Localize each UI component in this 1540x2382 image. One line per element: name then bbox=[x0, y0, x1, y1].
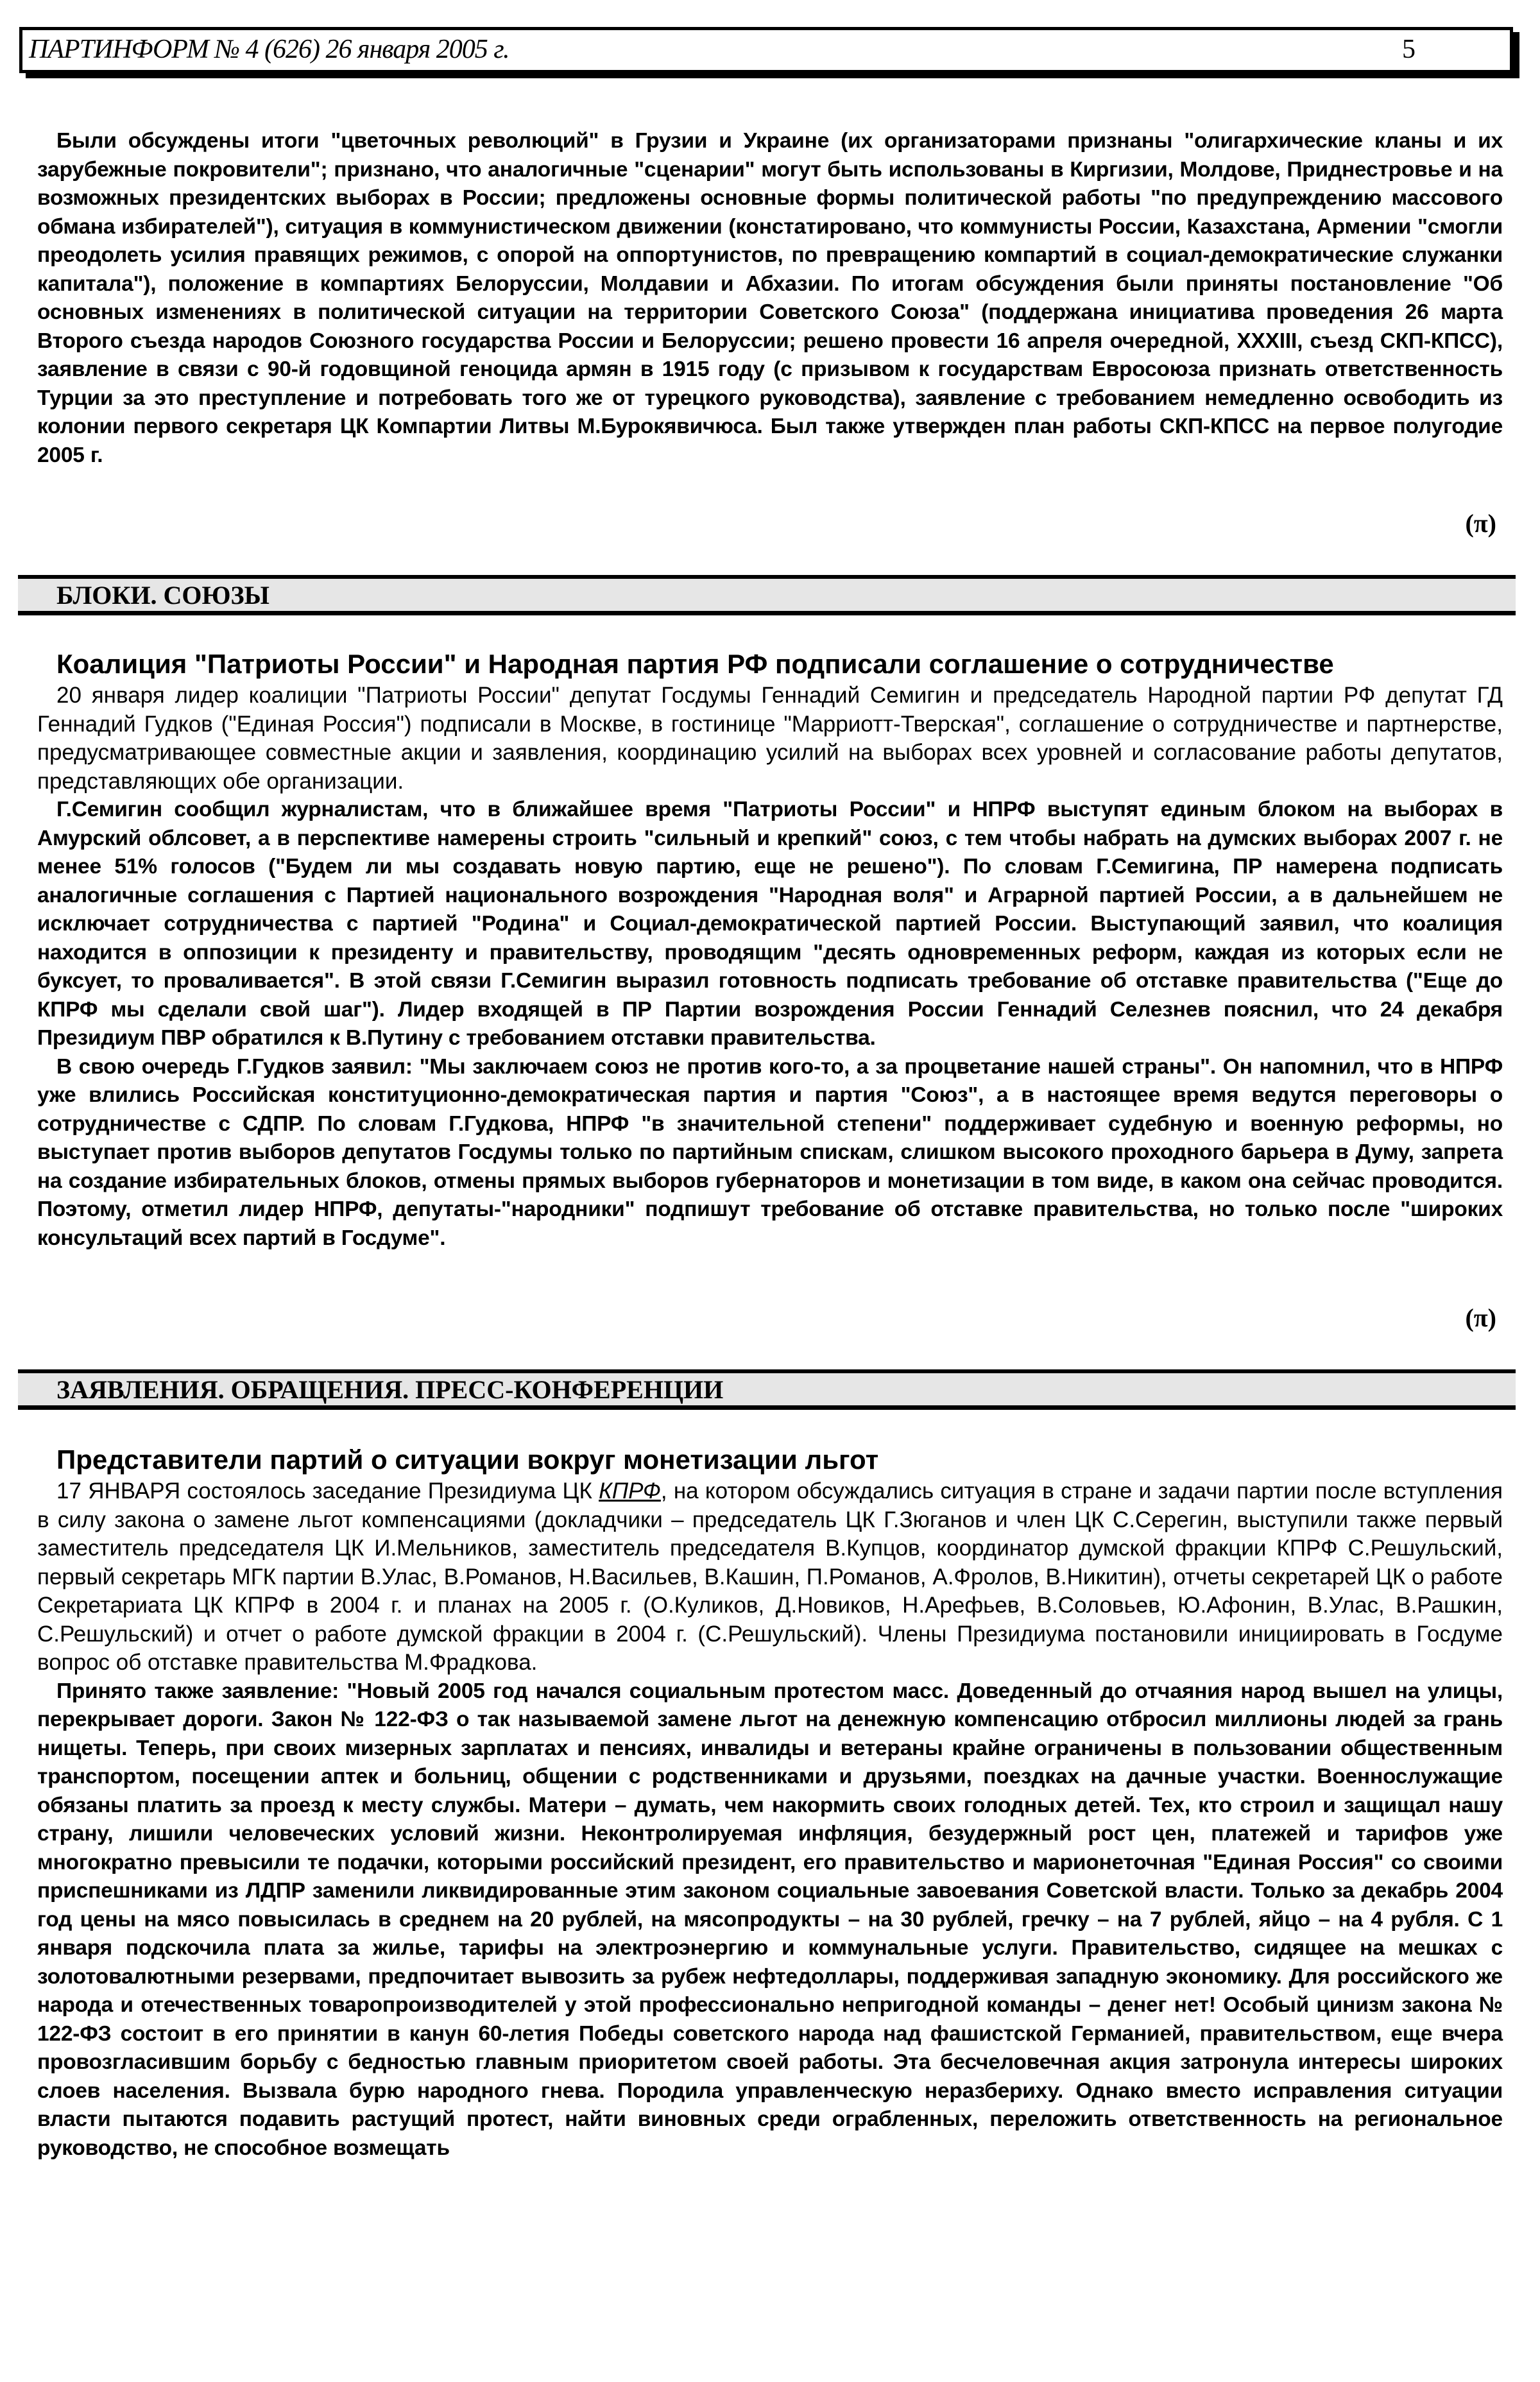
party-link[interactable]: КПРФ bbox=[599, 1478, 661, 1504]
article-lead: 20 января лидер коалиции "Патриоты России" депутат Госдумы Геннадий Семигин и председатель Народной партии РФ депутат ГД Геннадий Гудков ("Единая Россия") подписали в Москве, в гостинице "Марриотт-Тверская", соглашение о сотрудничестве и партнерстве, предусматривающее совместные акции и заявления, координацию усилий на выборах всех уровней и согласование работы депутатов, представляющих обе организации. bbox=[37, 683, 1503, 794]
article-paragraph: В свою очередь Г.Гудков заявил: "Мы заключаем союз не против кого-то, а за процветание нашей страны". Он напомнил, что в НПРФ уже влились Российская конституционно-демократическая партия и партия "Союз", а в настоящее время ведутся переговоры о сотрудничестве с СДПР. По словам Г.Гудкова, НПРФ "в значительной степени" поддерживает судебную и военную реформы, но выступает против выборов депутатов Госдумы только по партийным спискам, слишком высокого проходного барьера в Думу, запрета на создание избирательных блоков, отмены прямых выборов губернаторов и монетизации в том виде, в каком она сейчас проводится. Поэтому, отметил лидер НПРФ, депутаты-"народники" подпишут требование об отставке правительства, но только после "широких консультаций всех партий в Госдуме". bbox=[37, 1054, 1503, 1250]
article-coalition bbox=[37, 648, 1503, 1253]
publication-title: ПАРТИНФОРМ № 4 (626) 26 января 2005 г. bbox=[29, 35, 509, 64]
article-paragraph: Г.Семигин сообщил журналистам, что в ближайшее время "Патриоты России" и НПРФ выступят единым блоком на выборах в Амурский облсовет, а в перспективе намерены строить "сильный и крепкий" союз, с тем чтобы набрать на думских выборах 2007 г. не менее 51% голосов ("Будем ли мы создавать новую партию, еще не решено"). По словам Г.Семигина, ПР намерена подписать аналогичные соглашения с Партией национального возрождения "Народная воля" и Аграрной партией России, а в дальнейшем не исключает сотрудничества с партией "Родина" и Социал-демократической партией России. Выступающий заявил, что коалиция находится в оппозиции к президенту и правительству, проводящим "десять одновременных реформ, каждая из которых если не буксует, то проваливается". В этой связи Г.Семигин выразил готовность подписать требование об отставке правительства ("Еще до КПРФ мы сделали свой шаг"). Лидер входящей в ПР Партии возрождения России Геннадий Селезнев пояснил, что 24 декабря Президиум ПВР обратился к В.Путину с требованием отставки правительства. bbox=[37, 798, 1503, 1050]
article-paragraph: Принято также заявление: "Новый 2005 год начался социальным протестом масс. Доведенный до отчаяния народ вышел на улицы, перекрывает дороги. Закон № 122-ФЗ о так называемой замене льгот на денежную компенсацию отбросил миллионы людей за грань нищеты. Теперь, при своих мизерных зарплатах и пенсиях, инвалиды и ветераны крайне ограничены в пользовании общественным транспортом, посещении аптек и больниц, общении с родственниками и друзьями, поездках на дачные участки. Военнослужащие обязаны платить за проезд к месту службы. Матери – думать, чем накормить своих голодных детей. Тех, кто строил и защищал нашу страну, лишили человеческих условий жизни. Неконтролируемая инфляция, безудержный рост цен, платежей и тарифов уже многократно превысили те подачки, которыми российский президент, его правительство и марионеточная "Единая Россия" со своими приспешниками из ЛДПР заменили ликвидированные этим законом социальные завоевания Советской власти. Только за декабрь 2004 год цены на мясо повысилась в среднем на 20 рублей, на мясопродукты – на 30 рублей, гречку – на 7 рублей, яйцо – на 4 рубля. С 1 января подскочила плата за жилье, тарифы на электроэнергию и коммунальные услуги. Правительство, сидящее на мешках с золотовалютными резервами, предпочитает вывозить за рубеж нефтедоллары, поддерживая западную экономику. Для российского же народа и отечественных товаропроизводителей у этой профессионально непригодной команды – денег нет! Особый цинизм закона № 122-ФЗ состоит в его принятии в канун 60-летия Победы советского народа над фашистской Германией, правительством, еще вчера провозгласившим борьбу с бедностью главным приоритетом своей работы. Эта бесчеловечная акция затронула интересы широких слоев населения. Вызвала бурю народного гнева. Породила управленческую неразбериху. Однако вместо исправления ситуации власти пытаются подавить растущий протест, найти виновных среди ограбленных, переложить ответственность на региональное руководство, не способное возмещать bbox=[37, 1679, 1503, 2160]
page-header bbox=[19, 27, 1513, 73]
section-heading-text: ЗАЯВЛЕНИЯ. ОБРАЩЕНИЯ. ПРЕСС-КОНФЕРЕНЦИИ bbox=[56, 1375, 724, 1404]
lead-text: 17 ЯНВАРЯ состоялось заседание Президиума ЦК bbox=[56, 1478, 599, 1504]
section-heading-text: БЛОКИ. СОЮЗЫ bbox=[56, 581, 270, 610]
intro-paragraph: Были обсуждены итоги "цветочных революций" в Грузии и Украине (их организаторами признаны "олигархические кланы и их зарубежные покровители"; признано, что аналогичные "сценарии" могут быть использованы в Киргизии, Молдове, Приднестровье и на возможных президентских выборах в России; предложены основные формы политической работы "по предупреждению массового обмана избирателей"), ситуация в коммунистическом движении (констатировано, что коммунисты России, Казахстана, Армении "смогли преодолеть усилия правящих режимов, с опорой на оппортунистов, по превращению компартий в социал-демократические служанки капитала"), положение в компартиях Белоруссии, Молдавии и Абхазии. По итогам обсуждения были приняты постановление "Об основных изменениях в политической ситуации на территории Советского Союза" (поддержана инициатива проведения 26 марта Второго съезда народов Союзного государства России и Белоруссии; решено провести 16 апреля очередной, XXXIII, съезд СКП-КПСС), заявление в связи с 90-й годовщиной геноцида армян в 1915 году (с призывом к государствам Евросоюза признать ответственность Турции за это преступление и потребовать того же от турецкого руководства), заявление с требованием немедленно освободить из колонии первого секретаря ЦК Компартии Литвы М.Бурокявичюса. Был также утвержден план работы СКП-КПСС на первое полугодие 2005 г. bbox=[37, 129, 1503, 467]
author-signature: (π) bbox=[1465, 509, 1496, 538]
lead-text: , на котором обсуждались ситуация в стране и задачи партии после вступления в силу закона о замене льгот компенсациями (докладчики – председатель ЦК Г.Зюганов и член ЦК С.Серегин, выступили также первый заместитель председателя ЦК И.Мельников, заместитель председателя В.Купцов, координатор думской фракции КПРФ С.Решульский, первый секретарь МГК партии В.Улас, В.Романов, Н.Васильев, В.Кашин, П.Романов, А.Фролов, В.Никитин), отчеты секретарей ЦК о работе Секретариата ЦК КПРФ в 2004 г. и планах на 2005 г. (О.Куликов, Д.Новиков, Н.Арефьев, В.Соловьев, Ю.Афонин, В.Улас, В.Рашкин, С.Решульский) и отчет о работе думской фракции в 2004 г. (С.Решульский). Члены Президиума постановили инициировать в Госдуме вопрос об отставке правительства М.Фрадкова. bbox=[37, 1478, 1503, 1675]
article-monetization bbox=[37, 1444, 1503, 2163]
article-title: Представители партий о ситуации вокруг монетизации льгот bbox=[56, 1444, 879, 1475]
article-title: Коалиция "Патриоты России" и Народная партия РФ подписали соглашение о сотрудничестве bbox=[56, 649, 1334, 679]
intro-article bbox=[37, 127, 1503, 470]
section-heading-statements bbox=[18, 1369, 1516, 1410]
page-number: 5 bbox=[1402, 35, 1416, 64]
article-lead bbox=[37, 1477, 1503, 1677]
author-signature: (π) bbox=[1465, 1303, 1496, 1332]
section-heading-blocs bbox=[18, 575, 1516, 615]
